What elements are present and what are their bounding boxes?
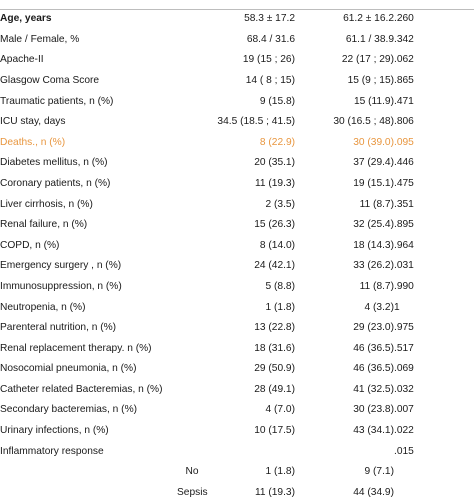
p-value: .895 (394, 219, 414, 231)
group1-value: 9 (15.8) (259, 95, 295, 107)
p-value: .806 (394, 116, 414, 128)
subcategory-label: Sepsis (177, 486, 208, 498)
table-row (0, 9, 474, 30)
group2-value: 22 (17 ; 29) (341, 54, 394, 66)
group2-value: 30 (16.5 ; 48) (333, 116, 394, 128)
row-label: Catheter related Bacteremias, n (%) (0, 383, 163, 395)
group1-value: 68.4 / 31.6 (246, 33, 295, 45)
p-value: .095 (394, 136, 414, 148)
group2-value: 43 (34.1) (353, 425, 394, 437)
row-label: Neutropenia, n (%) (0, 301, 86, 313)
row-label: Apache-II (0, 54, 44, 66)
p-value: .471 (394, 95, 414, 107)
group1-value: 10 (17.5) (254, 425, 295, 437)
group2-value: 41 (32.5) (353, 383, 394, 395)
group1-value: 18 (31.6) (254, 342, 295, 354)
table-row (0, 421, 474, 442)
p-value: .007 (394, 404, 414, 416)
group1-value: 34.5 (18.5 ; 41.5) (217, 116, 295, 128)
table-row (0, 174, 474, 195)
table-row (0, 339, 474, 360)
table-row (0, 256, 474, 277)
group1-value: 5 (8.8) (265, 280, 295, 292)
group1-value: 20 (35.1) (254, 157, 295, 169)
p-value: .475 (394, 177, 414, 189)
group1-value: 28 (49.1) (254, 383, 295, 395)
p-value: .031 (394, 260, 414, 272)
group1-value: 2 (3.5) (265, 198, 295, 210)
group1-value: 13 (22.8) (254, 322, 295, 334)
p-value: .062 (394, 54, 414, 66)
row-label: Coronary patients, n (%) (0, 177, 111, 189)
group2-value: 19 (15.1) (353, 177, 394, 189)
row-label: Traumatic patients, n (%) (0, 95, 114, 107)
table-row (0, 318, 474, 339)
group1-value: 14 ( 8 ; 15) (245, 74, 295, 86)
group1-value: 8 (22.9) (259, 136, 295, 148)
table-row (0, 236, 474, 257)
group2-value: 18 (14.3) (353, 239, 394, 251)
table-row (0, 277, 474, 298)
patient-characteristics-table (0, 9, 474, 503)
row-label: Glasgow Coma Score (0, 74, 100, 86)
group1-value: 29 (50.9) (254, 363, 295, 375)
group2-value: 4 (3.2) (364, 301, 394, 313)
group2-value: 46 (36.5) (353, 363, 394, 375)
table-row (0, 71, 474, 92)
p-value: .975 (394, 322, 414, 334)
table-row (0, 462, 474, 483)
group1-value: 11 (19.3) (254, 486, 295, 498)
table-row (0, 50, 474, 71)
row-label: Secondary bacteremias, n (%) (0, 404, 138, 416)
group2-value: 29 (23.0) (353, 322, 394, 334)
row-label (0, 462, 215, 483)
group1-value: 19 (15 ; 26) (242, 54, 295, 66)
table-row (0, 30, 474, 51)
group2-value: 61.2 ± 16.2 (343, 13, 394, 25)
group1-value: 58.3 ± 17.2 (244, 13, 295, 25)
table-row (0, 215, 474, 236)
p-value: .342 (394, 33, 414, 45)
p-value: .069 (394, 363, 414, 375)
group1-value: 4 (7.0) (265, 404, 295, 416)
group1-value: 1 (1.8) (265, 466, 295, 478)
row-label: Renal failure, n (%) (0, 219, 88, 231)
group2-value: 9 (7.1) (364, 466, 394, 478)
table-body (0, 9, 474, 503)
table-row (0, 91, 474, 112)
row-label: Parenteral nutrition, n (%) (0, 322, 117, 334)
p-value: .964 (394, 239, 414, 251)
group2-value: 15 (11.9) (353, 95, 394, 107)
row-label: Male / Female, % (0, 33, 80, 45)
group2-value: 30 (23.8) (353, 404, 394, 416)
group1-value: 1 (1.8) (265, 301, 295, 313)
p-value: .446 (394, 157, 414, 169)
row-label: Emergency surgery , n (%) (0, 260, 122, 272)
group2-value: 46 (36.5) (353, 342, 394, 354)
group1-value: 24 (42.1) (254, 260, 295, 272)
row-label: ICU stay, days (0, 116, 66, 128)
p-value (394, 462, 474, 483)
p-value: .015 (394, 445, 414, 457)
p-value: .990 (394, 280, 414, 292)
group2-value: 11 (8.7) (359, 280, 394, 292)
row-label: Age, years (0, 13, 52, 25)
p-value: .032 (394, 383, 414, 395)
table-row (0, 441, 474, 462)
group2-value: 32 (25.4) (353, 219, 394, 231)
group2-value: 30 (39.0) (353, 136, 394, 148)
row-label: Inflammatory response (0, 445, 104, 457)
table-row (0, 483, 474, 503)
group2-value: 11 (8.7) (359, 198, 394, 210)
table-row (0, 297, 474, 318)
row-label: Diabetes mellitus, n (%) (0, 157, 108, 169)
row-label: COPD, n (%) (0, 239, 60, 251)
row-label: Deaths., n (%) (0, 136, 66, 148)
table-row (0, 359, 474, 380)
p-value: .260 (394, 13, 414, 25)
table-row (0, 112, 474, 133)
table-row (0, 153, 474, 174)
table-row (0, 194, 474, 215)
subcategory-label: No (185, 466, 199, 478)
group2-value: 61.1 / 38.9 (345, 33, 394, 45)
row-label: Urinary infections, n (%) (0, 425, 109, 437)
group2-value: 37 (29.4) (353, 157, 394, 169)
row-label: Immunosuppression, n (%) (0, 280, 122, 292)
group1-value (215, 441, 295, 462)
p-value: .351 (394, 198, 414, 210)
row-label: Renal replacement therapy. n (%) (0, 342, 152, 354)
group1-value: 11 (19.3) (254, 177, 295, 189)
row-label: Nosocomial pneumonia, n (%) (0, 363, 137, 375)
group1-value: 8 (14.0) (259, 239, 295, 251)
row-label: Liver cirrhosis, n (%) (0, 198, 93, 210)
row-label (0, 483, 215, 503)
table-row (0, 400, 474, 421)
p-value: .865 (394, 74, 414, 86)
table-row (0, 380, 474, 401)
group2-value (295, 441, 394, 462)
group2-value: 33 (26.2) (353, 260, 394, 272)
p-value (394, 483, 474, 503)
p-value: 1 (394, 301, 400, 313)
table-row (0, 133, 474, 154)
group1-value: 15 (26.3) (254, 219, 295, 231)
group2-value: 44 (34.9) (353, 486, 394, 498)
group2-value: 15 (9 ; 15) (347, 74, 394, 86)
p-value: .022 (394, 425, 414, 437)
p-value: .517 (394, 342, 414, 354)
